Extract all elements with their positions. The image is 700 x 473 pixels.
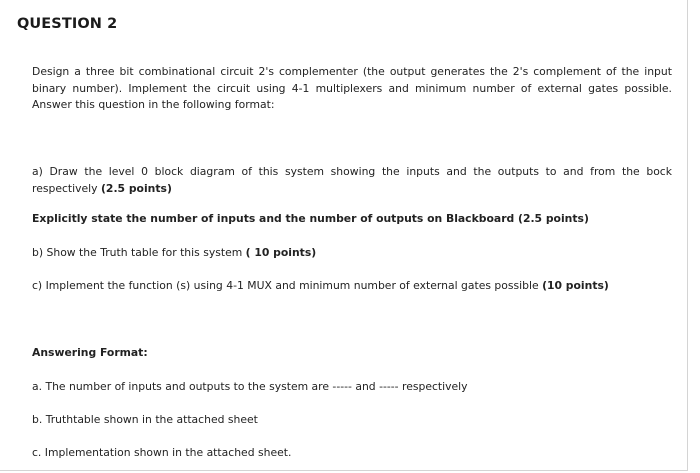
question-title: QUESTION 2 bbox=[17, 16, 118, 32]
part-c bbox=[32, 278, 672, 295]
answer-format-item-c: c. Implementation shown in the attached sheet. bbox=[32, 446, 292, 459]
answer-format-item-b: b. Truthtable shown in the attached sheet bbox=[32, 413, 258, 426]
part-b-text: b) Show the Truth table for this system bbox=[32, 246, 246, 259]
explicit-instruction: Explicitly state the number of inputs and the number of outputs on Blackboard (2.5 points) bbox=[32, 212, 589, 225]
part-c-points: (10 points) bbox=[542, 279, 609, 292]
part-b bbox=[32, 245, 672, 262]
answer-format-item-a: a. The number of inputs and outputs to the system are ----- and ----- respectively bbox=[32, 380, 468, 393]
question-intro: Design a three bit combinational circuit 2's complementer (the output generates the 2's complement of the input binary number). Implement the circuit using 4-1 multiplexers and minimum number of external gates possible. Answer this question in the following format: bbox=[32, 65, 672, 112]
answer-format-heading: Answering Format: bbox=[32, 346, 148, 359]
part-a-text: a) Draw the level 0 block diagram of this system showing the inputs and the outputs to and from the bock respectively bbox=[32, 165, 672, 195]
part-a bbox=[32, 164, 672, 197]
part-c-text: c) Implement the function (s) using 4-1 MUX and minimum number of external gates possible bbox=[32, 279, 543, 292]
part-a-points: (2.5 points) bbox=[101, 181, 172, 195]
part-b-points: ( 10 points) bbox=[245, 246, 317, 259]
